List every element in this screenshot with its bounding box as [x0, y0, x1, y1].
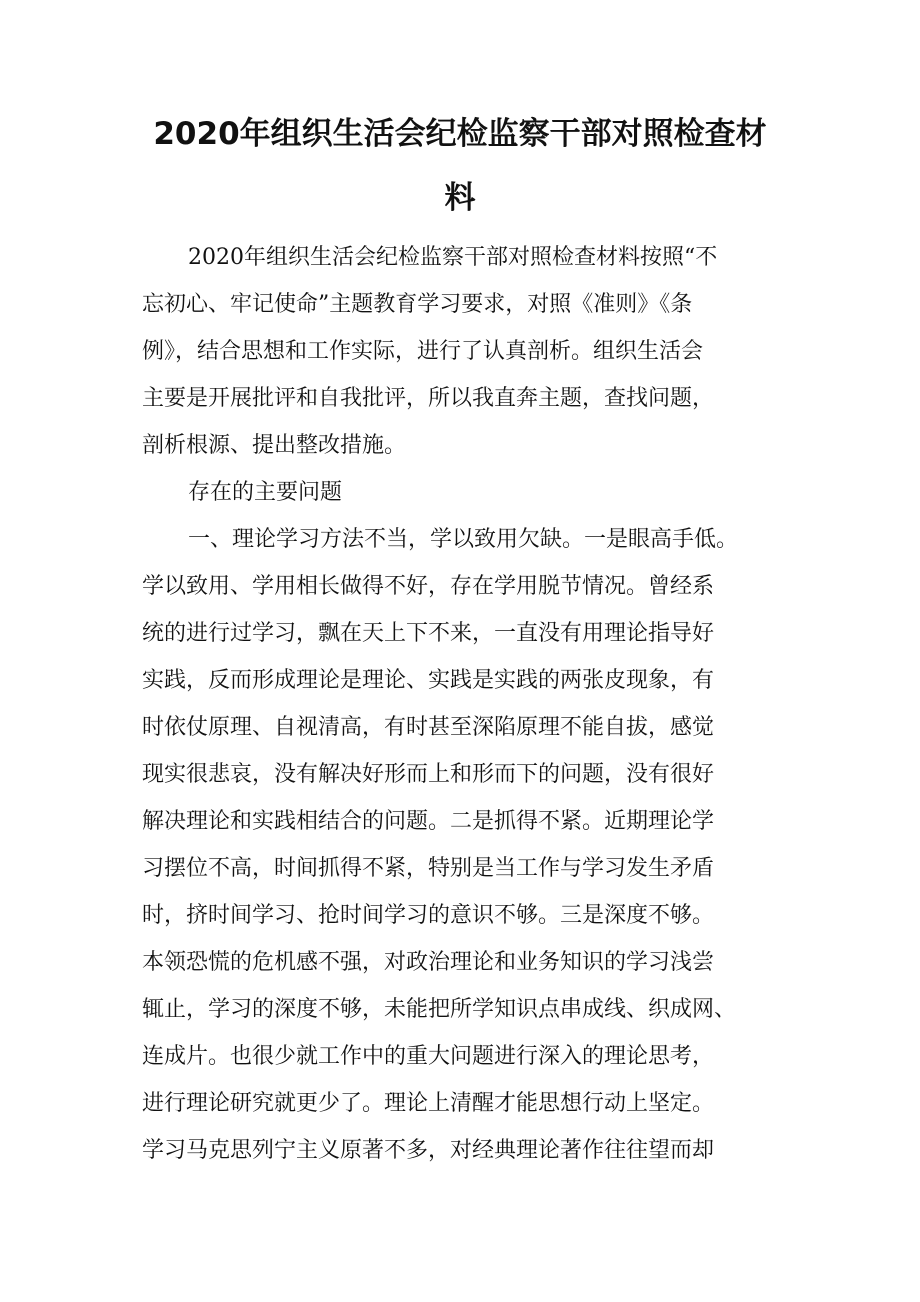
document-body — [142, 234, 782, 1174]
body-line: 剖析根源、提出整改措施。 — [142, 433, 407, 458]
body-line: 进行理论研究就更少了。理论上清醒才能思想行动上坚定。 — [142, 1091, 715, 1116]
section-heading: 存在的主要问题 — [188, 480, 343, 505]
body-line: 解决理论和实践相结合的问题。二是抓得不紧。近期理论学 — [142, 809, 715, 834]
body-line: 学以致用、学用相长做得不好，存在学用脱节情况。曾经系 — [142, 574, 715, 599]
body-line: 辄止，学习的深度不够，未能把所学知识点串成线、织成网、 — [142, 997, 737, 1022]
body-line: 本领恐慌的危机感不强，对政治理论和业务知识的学习浅尝 — [142, 950, 715, 975]
body-line: 例》，结合思想和工作实际，进行了认真剖析。组织生活会 — [142, 339, 704, 364]
body-line: 统的进行过学习，飘在天上下不来，一直没有用理论指导好 — [142, 621, 715, 646]
body-line: 忘初心、牢记使命”主题教育学习要求，对照《准则》《条 — [142, 292, 693, 317]
body-line: 时，挤时间学习、抢时间学习的意识不够。三是深度不够。 — [142, 903, 715, 928]
body-line: 习摆位不高，时间抓得不紧，特别是当工作与学习发生矛盾 — [142, 856, 715, 881]
body-line: 实践，反而形成理论是理论、实践是实践的两张皮现象，有 — [142, 668, 715, 693]
body-line: 主要是开展批评和自我批评，所以我直奔主题，查找问题， — [142, 386, 715, 411]
document-title-line-1: 2020年组织生活会纪检监察干部对照检查材 — [153, 116, 767, 152]
body-line: 现实很悲哀，没有解决好形而上和形而下的问题，没有很好 — [142, 762, 715, 787]
body-line: 学习马克思列宁主义原著不多，对经典理论著作往往望而却 — [142, 1138, 715, 1163]
body-line: 2020年组织生活会纪检监察干部对照检查材料按照“不 — [188, 245, 718, 270]
body-line: 连成片。也很少就工作中的重大问题进行深入的理论思考， — [142, 1044, 715, 1069]
body-line: 一、理论学习方法不当，学以致用欠缺。一是眼高手低。 — [188, 527, 739, 552]
document-title-line-2: 料 — [444, 180, 476, 216]
body-line: 时依仗原理、自视清高，有时甚至深陷原理不能自拔，感觉 — [142, 715, 715, 740]
